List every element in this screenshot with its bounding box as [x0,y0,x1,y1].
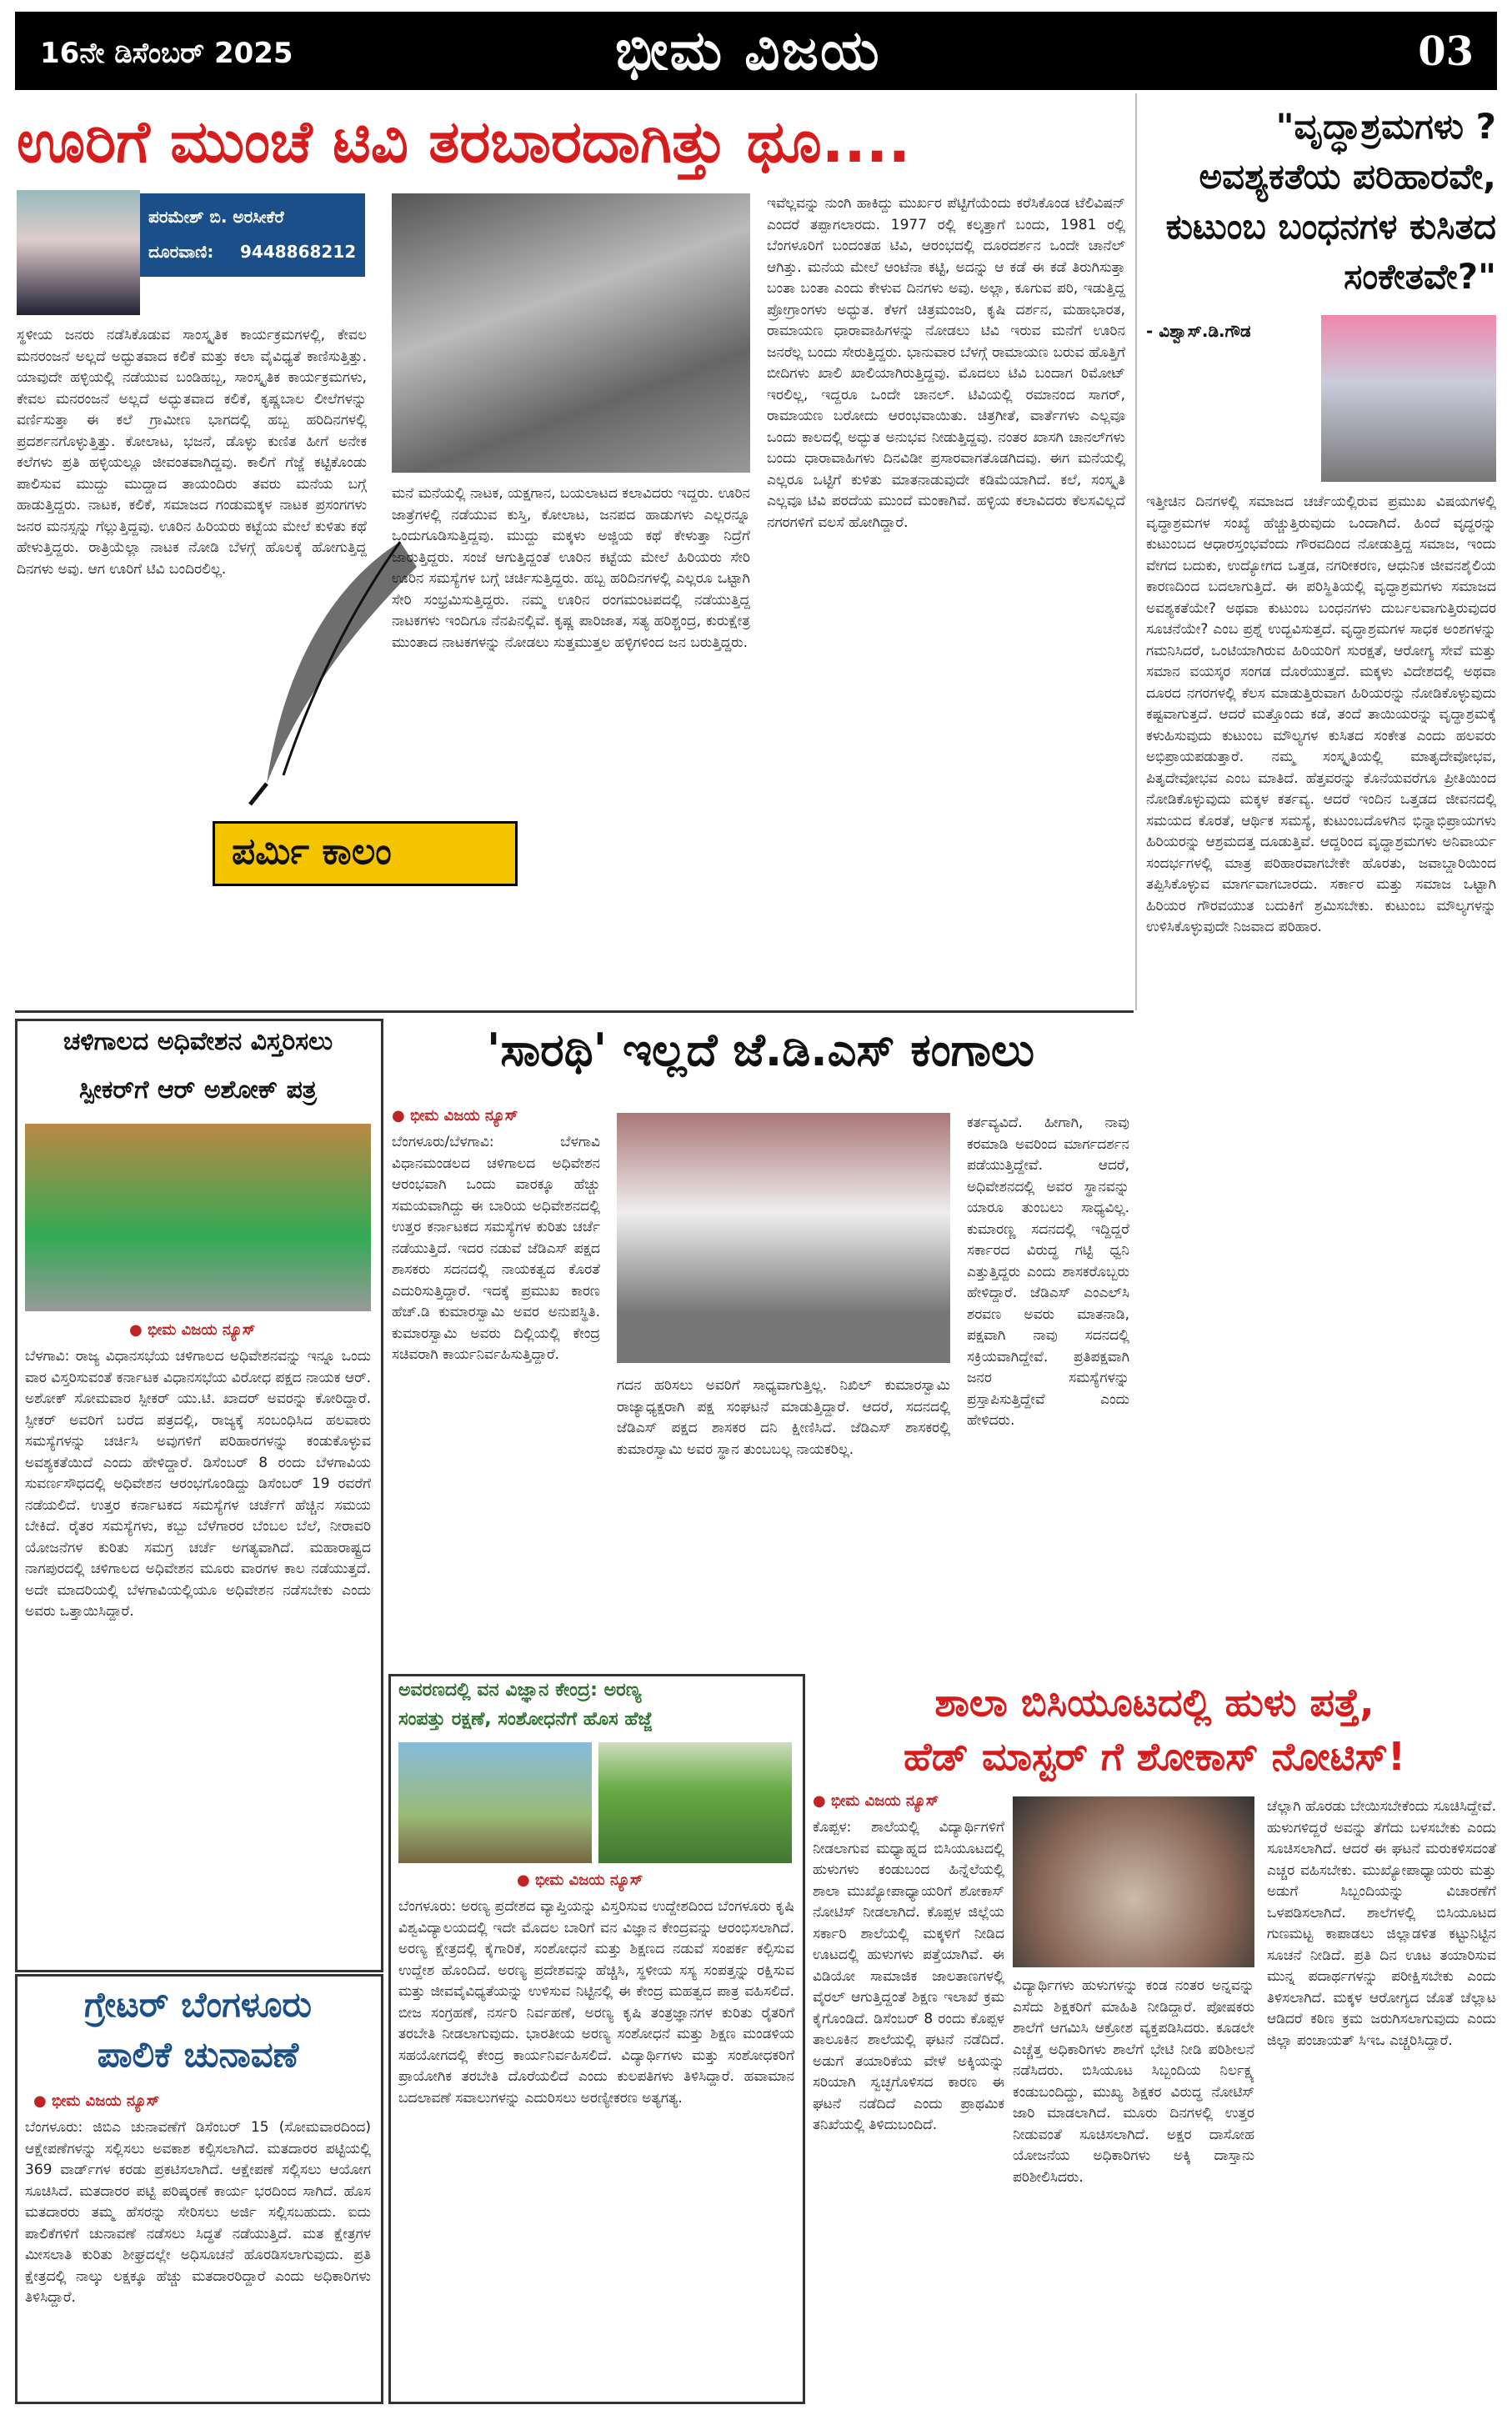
school-photo [1013,1796,1254,1967]
lead-col-2: ಮನೆ ಮನೆಯಲ್ಲಿ ನಾಟಕ, ಯಕ್ಷಗಾನ, ಬಯಲಾಟದ ಕಲಾವಿದರು ಇದ್ದರು. ಊರಿನ ಜಾತ್ರೆಗಳಲ್ಲಿ ನಡೆಯುವ ಕುಸ್ತಿ, ಕೋಲಾಟ, ಜನಪದ ಹಾಡುಗಳು ಎಲ್ಲರನ್ನೂ ಒಂದುಗೂಡಿಸುತ್ತಿದ್ದವು. ಮುದ್ದು ಮಕ್ಕಳು ಅಜ್ಜಿಯ ಕಥೆ ಕೇಳುತ್ತಾ ನಿದ್ರೆಗೆ ಜಾರುತ್ತಿದ್ದರು. ಸಂಜೆ ಆಗುತ್ತಿದ್ದಂತೆ ಊರಿನ ಕಟ್ಟೆಯ ಮೇಲೆ ಹಿರಿಯರು ಸೇರಿ ಊರಿನ ಸಮಸ್ಯೆಗಳ ಬಗ್ಗೆ ಚರ್ಚಿಸುತ್ತಿದ್ದರು. ಹಬ್ಬ ಹರಿದಿನಗಳಲ್ಲಿ ಎಲ್ಲರೂ ಒಟ್ಟಾಗಿ ಸೇರಿ ಸಂಭ್ರಮಿಸುತ್ತಿದ್ದರು. ನಮ್ಮ ಊರಿನ ರಂಗಮಂಟಪದಲ್ಲಿ ನಡೆಯುತ್ತಿದ್ದ ನಾಟಕಗಳು ಇಂದಿಗೂ ನೆನಪಿನಲ್ಲಿವೆ. ಕೃಷ್ಣ ಪಾರಿಜಾತ, ಸತ್ಯ ಹರಿಶ್ಚಂದ್ರ, ಕುರುಕ್ಷೇತ್ರ ಮುಂತಾದ ನಾಟಕಗಳನ್ನು ನೋಡಲು ಸುತ್ತಮುತ್ತಲ ಹಳ್ಳಿಗಳಿಂದ ಜನ ಬರುತ್ತಿದ್ದರು. [392,485,750,651]
sidebar-headline: "ವೃದ್ಧಾಶ್ರಮಗಳು ? ಅವಶ್ಯಕತೆಯ ಪರಿಹಾರವೇ, ಕುಟುಂಬ ಬಂಧನಗಳ ಕುಸಿತದ ಸಂಕೇತವೇ?" [1165,106,1496,297]
author-name: ಪರಮೇಶ್ ಬಿ. ಅರಸೀಕೆರೆ [148,207,284,227]
section-divider [15,1010,1134,1013]
greater-headline-1: ಗ್ರೇಟರ್ ಬೆಂಗಳೂರು [83,1984,312,2025]
forest-body: ಬೆಂಗಳೂರು: ಅರಣ್ಯ ಪ್ರದೇಶದ ವ್ಯಾಪ್ತಿಯನ್ನು ವಿಸ್ತರಿಸುವ ಉದ್ದೇಶದಿಂದ ಬೆಂಗಳೂರು ಕೃಷಿ ವಿಶ್ವವಿದ್ಯಾಲಯದಲ್ಲಿ ಇದೇ ಮೊದಲ ಬಾರಿಗೆ ವನ ವಿಜ್ಞಾನ ಕೇಂದ್ರವನ್ನು ಆರಂಭಿಸಲಾಗಿದೆ. ಅರಣ್ಯ ಕ್ಷೇತ್ರದಲ್ಲಿ ಕೈಗಾರಿಕೆ, ಸಂಶೋಧನೆ ಮತ್ತು ಶಿಕ್ಷಣದ ನಡುವೆ ಸಂಪರ್ಕ ಕಲ್ಪಿಸುವ ಉದ್ದೇಶ ಹೊಂದಿದೆ. ಅರಣ್ಯ ಪ್ರದೇಶವನ್ನು ಹೆಚ್ಚಿಸಿ, ಸ್ಥಳೀಯ ಸಸ್ಯ ಸಂಪತ್ತನ್ನು ರಕ್ಷಿಸುವ ಮತ್ತು ಜೀವವೈವಿಧ್ಯತೆಯನ್ನು ಉಳಿಸುವ ನಿಟ್ಟಿನಲ್ಲಿ ಈ ಕೇಂದ್ರ ಮಹತ್ವದ ಪಾತ್ರ ವಹಿಸಲಿದೆ. ಬೀಜ ಸಂಗ್ರಹಣೆ, ನರ್ಸರಿ ನಿರ್ವಹಣೆ, ಅರಣ್ಯ ಕೃಷಿ ತಂತ್ರಜ್ಞಾನಗಳ ಕುರಿತು ರೈತರಿಗೆ ತರಬೇತಿ ನೀಡಲಾಗುವುದು. ಭಾರತೀಯ ಅರಣ್ಯ ಸಂಶೋಧನೆ ಮತ್ತು ಶಿಕ್ಷಣ ಮಂಡಳಿಯ ಸಹಯೋಗದಲ್ಲಿ ಕೇಂದ್ರ ಕಾರ್ಯನಿರ್ವಹಿಸಲಿದೆ. ವಿದ್ಯಾರ್ಥಿಗಳು ಮತ್ತು ಸಂಶೋಧಕರಿಗೆ ಪ್ರಾಯೋಗಿಕ ತರಬೇತಿ ದೊರೆಯಲಿದೆ ಎಂದು ಕುಲಪತಿಗಳು ತಿಳಿಸಿದ್ದಾರೆ. ಹವಾಮಾನ ಬದಲಾವಣೆ ಸವಾಲುಗಳನ್ನು ಎದುರಿಸಲು ಅರಣ್ಯೀಕರಣ ಅತ್ಯಗತ್ಯ. [398,1898,794,2107]
jds-right: ಕರ್ತವ್ಯವಿದೆ. ಹೀಗಾಗಿ, ನಾವು ಕರಮಾಡಿ ಅವರಿಂದ ಮಾರ್ಗದರ್ಶನ ಪಡೆಯುತ್ತಿದ್ದೇವೆ. ಆದರೆ, ಅಧಿವೇಶನದಲ್ಲಿ ಅವರ ಸ್ಥಾನವನ್ನು ಯಾರೂ ತುಂಬಲು ಸಾಧ್ಯವಿಲ್ಲ. ಕುಮಾರಣ್ಣ ಸದನದಲ್ಲಿ ಇದ್ದಿದ್ದರೆ ಸರ್ಕಾರದ ವಿರುದ್ಧ ಗಟ್ಟಿ ಧ್ವನಿ ಎತ್ತುತ್ತಿದ್ದರು ಎಂದು ಶಾಸಕರೊಬ್ಬರು ಹೇಳಿದ್ದಾರೆ. ಜೆಡಿಎಸ್ ಎಂಎಲ್‌ಸಿ ಶರವಣ ಅವರು ಮಾತನಾಡಿ, ಪಕ್ಷವಾಗಿ ನಾವು ಸದನದಲ್ಲಿ ಸಕ್ರಿಯವಾಗಿದ್ದೇವೆ. ಪ್ರತಿಪಕ್ಷವಾಗಿ ಜನರ ಸಮಸ್ಯೆಗಳನ್ನು ಪ್ರಸ್ತಾಪಿಸುತ್ತಿದ್ದೇವೆ ಎಂದು ಹೇಳಿದರು. [967,1115,1129,1429]
lead-headline: ಊರಿಗೆ ಮುಂಚೆ ಟಿವಿ ತರಬಾರದಾಗಿತ್ತು ಥೂ.... [17,108,911,176]
issue-date: 16ನೇ ಡಿಸೆಂಬರ್ 2025 [40,37,293,70]
sidebar-body: ಇತ್ತೀಚಿನ ದಿನಗಳಲ್ಲಿ ಸಮಾಜದ ಚರ್ಚೆಯಲ್ಲಿರುವ ಪ್ರಮುಖ ವಿಷಯಗಳಲ್ಲಿ ವೃದ್ಧಾಶ್ರಮಗಳ ಸಂಖ್ಯೆ ಹೆಚ್ಚುತ್ತಿರುವುದು ಒಂದಾಗಿದೆ. ಹಿಂದೆ ವೃದ್ಧರನ್ನು ಕುಟುಂಬದ ಆಧಾರಸ್ತಂಭವೆಂದು ಗೌರವದಿಂದ ನೋಡುತ್ತಿದ್ದ ಸಮಾಜ, ಇಂದು ವೇಗದ ಬದುಕು, ಉದ್ಯೋಗದ ಒತ್ತಡ, ನಗರೀಕರಣ, ಆಧುನಿಕ ಜೀವನಶೈಲಿಯ ಕಾರಣದಿಂದ ಬದಲಾಗುತ್ತಿದೆ. ಈ ಪರಿಸ್ಥಿತಿಯಲ್ಲಿ ವೃದ್ಧಾಶ್ರಮಗಳು ಸಮಾಜದ ಅವಶ್ಯಕತೆಯೇ? ಅಥವಾ ಕುಟುಂಬ ಬಂಧನಗಳು ದುರ್ಬಲವಾಗುತ್ತಿರುವುದರ ಸೂಚನೆಯೇ? ಎಂಬ ಪ್ರಶ್ನೆ ಉದ್ಭವಿಸುತ್ತದೆ. ವೃದ್ಧಾಶ್ರಮಗಳ ಸಾಧಕ ಅಂಶಗಳನ್ನು ಗಮನಿಸಿದರೆ, ಒಂಟಿಯಾಗಿರುವ ಹಿರಿಯರಿಗೆ ಸುರಕ್ಷತೆ, ಆರೋಗ್ಯ ಸೇವೆ ಮತ್ತು ಸಮಾನ ವಯಸ್ಕರ ಸಂಗಡ ದೊರೆಯುತ್ತದೆ. ಮಕ್ಕಳು ವಿದೇಶದಲ್ಲಿ ಅಥವಾ ದೂರದ ನಗರಗಳಲ್ಲಿ ಕೆಲಸ ಮಾಡುತ್ತಿರುವಾಗ ಹಿರಿಯರನ್ನು ನೋಡಿಕೊಳ್ಳುವುದು ಕಷ್ಟವಾಗುತ್ತದೆ. ಆದರೆ ಮತ್ತೊಂದು ಕಡೆ, ತಂದೆ ತಾಯಿಯರನ್ನು ವೃದ್ಧಾಶ್ರಮಕ್ಕೆ ಕಳುಹಿಸುವುದು ಕುಟುಂಬ ಮೌಲ್ಯಗಳ ಕುಸಿತದ ಸಂಕೇತ ಎಂದು ಹಲವರು ಅಭಿಪ್ರಾಯಪಡುತ್ತಾರೆ. ನಮ್ಮ ಸಂಸ್ಕೃತಿಯಲ್ಲಿ ಮಾತೃದೇವೋಭವ, ಪಿತೃದೇವೋಭವ ಎಂಬ ಮಾತಿದೆ. ಹೆತ್ತವರನ್ನು ಕೊನೆಯವರೆಗೂ ಪ್ರೀತಿಯಿಂದ ನೋಡಿಕೊಳ್ಳುವುದು ಮಕ್ಕಳ ಕರ್ತವ್ಯ. ಆದರೆ ಇಂದಿನ ಒತ್ತಡದ ಜೀವನದಲ್ಲಿ ಸಮಯದ ಕೊರತೆ, ಆರ್ಥಿಕ ಸಮಸ್ಯೆ, ಕುಟುಂಬದೊಳಗಿನ ಭಿನ್ನಾಭಿಪ್ರಾಯಗಳು ಹಿರಿಯರನ್ನು ಆಶ್ರಮದತ್ತ ದೂಡುತ್ತಿವೆ. ಆದ್ದರಿಂದ ವೃದ್ಧಾಶ್ರಮಗಳು ಅನಿವಾರ್ಯ ಸಂದರ್ಭಗಳಲ್ಲಿ ಮಾತ್ರ ಪರಿಹಾರವಾಗಬೇಕೇ ಹೊರತು, ಜವಾಬ್ದಾರಿಯಿಂದ ತಪ್ಪಿಸಿಕೊಳ್ಳುವ ಮಾರ್ಗವಾಗಬಾರದು. ಸರ್ಕಾರ ಮತ್ತು ಸಮಾಜ ಒಟ್ಟಾಗಿ ಹಿರಿಯರ ಗೌರವಯುತ ಬದುಕಿಗೆ ಶ್ರಮಿಸಬೇಕು. ಕುಟುಂಬ ಮೌಲ್ಯಗಳನ್ನು ಉಳಿಸಿಕೊಳ್ಳುವುದೇ ನಿಜವಾದ ಪರಿಹಾರ. [1146,494,1496,935]
school-headline-2: ಹೆಡ್ ಮಾಸ್ಟರ್ ಗೆ ಶೋಕಾಸ್ ನೋಟಿಸ್! [904,1734,1405,1779]
assembly-body: ಬೆಳಗಾವಿ: ರಾಜ್ಯ ವಿಧಾನಸಭೆಯ ಚಳಿಗಾಲದ ಅಧಿವೇಶನವನ್ನು ಇನ್ನೂ ಒಂದು ವಾರ ವಿಸ್ತರಿಸುವಂತೆ ಕರ್ನಾಟಕ ವಿಧಾನಸಭೆಯ ವಿರೋಧ ಪಕ್ಷದ ನಾಯಕ ಆರ್. ಅಶೋಕ್ ಸೋಮವಾರ ಸ್ಪೀಕರ್ ಯು.ಟಿ. ಖಾದರ್ ಅವರನ್ನು ಕೋರಿದ್ದಾರೆ. ಸ್ಪೀಕರ್ ಅವರಿಗೆ ಬರೆದ ಪತ್ರದಲ್ಲಿ, ರಾಜ್ಯಕ್ಕೆ ಸಂಬಂಧಿಸಿದ ಹಲವಾರು ಸಮಸ್ಯೆಗಳನ್ನು ಚರ್ಚಿಸಿ ಅವುಗಳಿಗೆ ಪರಿಹಾರಗಳನ್ನು ಕಂಡುಕೊಳ್ಳುವ ಅವಶ್ಯಕತೆಯಿದೆ ಎಂದು ಹೇಳಿದ್ದಾರೆ. ಡಿಸೆಂಬರ್ 8 ರಂದು ಬೆಳಗಾವಿಯ ಸುವರ್ಣಸೌಧದಲ್ಲಿ ಅಧಿವೇಶನ ಆರಂಭಗೊಂಡಿದ್ದು ಡಿಸೆಂಬರ್ 19 ರವರೆಗೆ ನಡೆಯಲಿದೆ. ಉತ್ತರ ಕರ್ನಾಟಕದ ಸಮಸ್ಯೆಗಳ ಚರ್ಚೆಗೆ ಹೆಚ್ಚಿನ ಸಮಯ ಬೇಕಿದೆ. ರೈತರ ಸಮಸ್ಯೆಗಳು, ಕಬ್ಬು ಬೆಳೆಗಾರರ ಬೆಂಬಲ ಬೆಲೆ, ನೀರಾವರಿ ಯೋಜನೆಗಳ ಕುರಿತು ಸಮಗ್ರ ಚರ್ಚೆ ಅಗತ್ಯವಾಗಿದೆ. ಮಹಾರಾಷ್ಟ್ರದ ನಾಗಪುರದಲ್ಲಿ ಚಳಿಗಾಲದ ಅಧಿವೇಶನ ಮೂರು ವಾರಗಳ ಕಾಲ ನಡೆಯುತ್ತದೆ. ಅದೇ ಮಾದರಿಯಲ್ಲಿ ಬೆಳಗಾವಿಯಲ್ಲಿಯೂ ಅಧಿವೇಶನ ನಡೆಸಬೇಕು ಎಂದು ಅವರು ಒತ್ತಾಯಿಸಿದ್ದಾರೆ. [25,1348,371,1620]
assembly-headline-1: ಚಳಿಗಾಲದ ಅಧಿವೇಶನ ವಿಸ್ತರಿಸಲು [63,1027,333,1056]
author-box [140,193,365,277]
phone-number: 9448868212 [240,242,357,262]
sidebar-photo [1321,315,1496,482]
greater-byline: ● ಭೀಮ ವಿಜಯ ನ್ಯೂಸ್ [33,2092,160,2110]
masthead [15,12,1497,90]
newspaper-title: ಭೀಮ ವಿಜಯ [615,18,881,83]
jds-mid: ಗದನ ಹರಿಸಲು ಅವರಿಗೆ ಸಾಧ್ಯವಾಗುತ್ತಿಲ್ಲ. ನಿಖಿಲ್ ಕುಮಾರಸ್ವಾಮಿ ರಾಜ್ಯಾಧ್ಯಕ್ಷರಾಗಿ ಪಕ್ಷ ಸಂಘಟನೆ ಮಾಡುತ್ತಿದ್ದಾರೆ. ಆದರೆ, ಸದನದಲ್ಲಿ ಜೆಡಿಎಸ್ ಪಕ್ಷದ ಶಾಸಕರ ದನಿ ಕ್ಷೀಣಿಸಿದೆ. ಜೆಡಿಎಸ್ ಶಾಸಕರಲ್ಲಿ ಕುಮಾರಸ್ವಾಮಿ ಅವರ ಸ್ಥಾನ ತುಂಬಬಲ್ಲ ನಾಯಕರಿಲ್ಲ. [617,1377,950,1458]
lead-photo-audience [392,193,750,473]
phone-label: ದೂರವಾಣಿ: [148,242,214,262]
greater-body: ಬೆಂಗಳೂರು: ಜಿಬಿಎ ಚುನಾವಣೆಗೆ ಡಿಸೆಂಬರ್ 15 (ಸೋಮವಾರದಿಂದ) ಆಕ್ಷೇಪಣೆಗಳನ್ನು ಸಲ್ಲಿಸಲು ಅವಕಾಶ ಕಲ್ಪಿಸಲಾಗಿದೆ. ಮತದಾರರ ಪಟ್ಟಿಯಲ್ಲಿ 369 ವಾರ್ಡ್‌ಗಳ ಕರಡು ಪ್ರಕಟಿಸಲಾಗಿದೆ. ಆಕ್ಷೇಪಣೆ ಸಲ್ಲಿಸಲು ಆಯೋಗ ಸೂಚಿಸಿದೆ. ಮತದಾರರ ಪಟ್ಟಿ ಪರಿಷ್ಕರಣೆ ಕಾರ್ಯ ಭರದಿಂದ ಸಾಗಿದೆ. ಹೊಸ ಮತದಾರರು ತಮ್ಮ ಹೆಸರನ್ನು ಸೇರಿಸಲು ಅರ್ಜಿ ಸಲ್ಲಿಸಬಹುದು. ಐದು ಪಾಲಿಕೆಗಳಿಗೆ ಚುನಾವಣೆ ನಡೆಸಲು ಸಿದ್ಧತೆ ನಡೆಯುತ್ತಿದೆ. ಮತ ಕ್ಷೇತ್ರಗಳ ಮೀಸಲಾತಿ ಕುರಿತು ಶೀಘ್ರದಲ್ಲೇ ಅಧಿಸೂಚನೆ ಹೊರಡಿಸಲಾಗುವುದು. ಪ್ರತಿ ಕ್ಷೇತ್ರದಲ್ಲಿ ನಾಲ್ಕು ಲಕ್ಷಕ್ಕೂ ಹೆಚ್ಚು ಮತದಾರರಿದ್ದಾರೆ ಎಂದು ಅಧಿಕಾರಿಗಳು ತಿಳಿಸಿದ್ದಾರೆ. [25,2119,371,2306]
lead-col-3: ಇವೆಲ್ಲವನ್ನು ನುಂಗಿ ಹಾಕಿದ್ದು ಮುರ್ಖರ ಪೆಟ್ಟಿಗೆಯೆಂದು ಕರೆಸಿಕೊಂಡ ಟೆಲಿವಿಷನ್ ಎಂದರೆ ತಪ್ಪಾಗಲಾರದು. 1977 ರಲ್ಲಿ ಕಲ್ಕತ್ತಾಗೆ ಬಂದು, 1981 ರಲ್ಲಿ ಬೆಂಗಳೂರಿಗೆ ಬಂದಂತಹ ಟಿವಿ, ಆರಂಭದಲ್ಲಿ ದೂರದರ್ಶನ ಒಂದೇ ಚಾನೆಲ್ ಆಗಿತ್ತು. ಮನೆಯ ಮೇಲೆ ಆಂಟೆನಾ ಕಟ್ಟಿ, ಅದನ್ನು ಆ ಕಡೆ ಈ ಕಡೆ ತಿರುಗಿಸುತ್ತಾ ಬಂತಾ ಬಂತಾ ಎಂದು ಕೇಳುವ ದಿನಗಳು ಅವು. ಅಲ್ಲಾ, ಕೂಗುವ ಪರಿ, ಇಡುತ್ತಿದ್ದ ಪ್ರೋಗ್ರಾಂಗಳು ಅದ್ಭುತ. ಕೆಳಗೆ ಚಿತ್ರಮಂಜರಿ, ಕೃಷಿ ದರ್ಶನ, ಮಹಾಭಾರತ, ರಾಮಾಯಣ ಧಾರಾವಾಹಿಗಳನ್ನು ನೋಡಲು ಟಿವಿ ಇರುವ ಮನೆಗೆ ಊರಿನ ಜನರೆಲ್ಲ ಬಂದು ಸೇರುತ್ತಿದ್ದರು. ಭಾನುವಾರ ಬೆಳಗ್ಗೆ ರಾಮಾಯಣ ಬರುವ ಹೊತ್ತಿಗೆ ಬೀದಿಗಳು ಖಾಲಿ ಖಾಲಿಯಾಗಿರುತ್ತಿದ್ದವು. ಮೊದಲು ಟಿವಿ ಬಂದಾಗ ರಿಮೋಟ್ ಇರಲಿಲ್ಲ, ಇದ್ದರೂ ಒಂದೇ ಚಾನಲ್. ಟಿವಿಯಲ್ಲಿ ರಮಾನಂದ ಸಾಗರ್, ರಾಮಾಯಣ ಬರೋದು ಆರಂಭವಾಯಿತು. ಚಿತ್ರಗೀತೆ, ವಾರ್ತೆಗಳು ಎಲ್ಲವೂ ಒಂದು ಕಾಲದಲ್ಲಿ ಅದ್ಭುತ ಅನುಭವ ನೀಡುತ್ತಿದ್ದವು. ನಂತರ ಖಾಸಗಿ ಚಾನಲ್‌ಗಳು ಬಂದು ಧಾರಾವಾಹಿಗಳು ದಿನವಿಡೀ ಪ್ರಸಾರವಾಗತೊಡಗಿದವು. ಈಗ ಮನೆಯಲ್ಲಿ ಎಲ್ಲರೂ ಒಟ್ಟಿಗೆ ಕುಳಿತು ಮಾತನಾಡುವುದೇ ಕಡಿಮೆಯಾಗಿದೆ. ಕಲೆ, ಸಂಸ್ಕೃತಿ ಎಲ್ಲವೂ ಟಿವಿ ಪರದೆಯ ಮುಂದೆ ಮಂಕಾಗಿವೆ. ಹಳ್ಳಿಯ ಕಲಾವಿದರು ಕೆಲಸವಿಲ್ಲದೆ ನಗರಗಳಿಗೆ ವಲಸೆ ಹೋಗಿದ್ದಾರೆ. [767,195,1125,531]
jds-headline: 'ಸಾರಥಿ' ಇಲ್ಲದೆ ಜೆ.ಡಿ.ಎಸ್ ಕಂಗಾಲು [486,1024,1035,1076]
page-number: 03 [1418,28,1474,75]
forest-photo-1 [398,1742,592,1863]
sidebar-divider [1135,93,1137,1010]
jds-left: ಬೆಂಗಳೂರು/ಬೆಳಗಾವಿ: ಬೆಳಗಾವಿ ವಿಧಾನಮಂಡಲದ ಚಳಿಗಾಲದ ಅಧಿವೇಶನ ಆರಂಭವಾಗಿ ಒಂದು ವಾರಕ್ಕೂ ಹೆಚ್ಚು ಸಮಯವಾಗಿದ್ದು ಈ ಬಾರಿಯ ಅಧಿವೇಶನದಲ್ಲಿ ಉತ್ತರ ಕರ್ನಾಟಕದ ಸಮಸ್ಯೆಗಳ ಕುರಿತು ಚರ್ಚೆ ನಡೆಯುತ್ತಿದೆ. ಇದರ ನಡುವೆ ಜೆಡಿಎಸ್ ಪಕ್ಷದ ಶಾಸಕರು ಸದನದಲ್ಲಿ ನಾಯಕತ್ವದ ಕೊರತೆ ಎದುರಿಸುತ್ತಿದ್ದಾರೆ. ಇದಕ್ಕೆ ಪ್ರಮುಖ ಕಾರಣ ಹೆಚ್.ಡಿ ಕುಮಾರಸ್ವಾಮಿ ಅವರ ಅನುಪಸ್ಥಿತಿ. ಕುಮಾರಸ್ವಾಮಿ ಅವರು ದಿಲ್ಲಿಯಲ್ಲಿ ಕೇಂದ್ರ ಸಚಿವರಾಗಿ ಕಾರ್ಯನಿರ್ವಹಿಸುತ್ತಿದ್ದಾರೆ. [392,1134,600,1363]
assembly-photo [25,1124,371,1311]
forest-photo-2 [598,1742,792,1863]
school-headline-1: ಶಾಲಾ ಬಿಸಿಯೂಟದಲ್ಲಿ ಹುಳು ಪತ್ತೆ, [934,1680,1374,1725]
school-byline: ● ಭೀಮ ವಿಜಯ ನ್ಯೂಸ್ [813,1792,939,1810]
school-col-2: ವಿದ್ಯಾರ್ಥಿಗಳು ಹುಳುಗಳನ್ನು ಕಂಡ ನಂತರ ಅನ್ನವನ್ನು ಎಸೆದು ಶಿಕ್ಷಕರಿಗೆ ಮಾಹಿತಿ ನೀಡಿದ್ದಾರೆ. ಪೋಷಕರು ಶಾಲೆಗೆ ಆಗಮಿಸಿ ಆಕ್ರೋಶ ವ್ಯಕ್ತಪಡಿಸಿದರು. ಕೂಡಲೇ ಎಚ್ಚೆತ್ತ ಅಧಿಕಾರಿಗಳು ಶಾಲೆಗೆ ಭೇಟಿ ನೀಡಿ ಪರಿಶೀಲನೆ ನಡೆಸಿದರು. ಬಿಸಿಯೂಟ ಸಿಬ್ಬಂದಿಯ ನಿರ್ಲಕ್ಷ್ಯ ಕಂಡುಬಂದಿದ್ದು, ಮುಖ್ಯ ಶಿಕ್ಷಕರ ವಿರುದ್ಧ ನೋಟಿಸ್ ಜಾರಿ ಮಾಡಲಾಗಿದೆ. ಮೂರು ದಿನಗಳಲ್ಲಿ ಉತ್ತರ ನೀಡುವಂತೆ ಸೂಚಿಸಲಾಗಿದೆ. ಅಕ್ಷರ ದಾಸೋಹ ಯೋಜನೆಯ ಅಧಿಕಾರಿಗಳು ಅಕ್ಕಿ ದಾಸ್ತಾನು ಪರಿಶೀಲಿಸಿದರು. [1013,1977,1254,2186]
school-col-3: ಚೆಲ್ಲಾಗಿ ಹೊರಡು ಬೇಯಿಸಬೇಕೆಂದು ಸೂಚಿಸಿದ್ದೇವೆ. ಹುಳುಗಳಿದ್ದರೆ ಅವನ್ನು ತೆಗೆದು ಬಳಸಬೇಕು ಎಂದು ಸೂಚಿಸಲಾಗಿದೆ. ಆದರೆ ಈ ಘಟನೆ ಮರುಕಳಿಸದಂತೆ ಎಚ್ಚರ ವಹಿಸಬೇಕು. ಮುಖ್ಯೋಪಾಧ್ಯಾಯರು ಮತ್ತು ಅಡುಗೆ ಸಿಬ್ಬಂದಿಯನ್ನು ವಿಚಾರಣೆಗೆ ಒಳಪಡಿಸಲಾಗಿದೆ. ಶಾಲೆಗಳಲ್ಲಿ ಬಿಸಿಯೂಟದ ಗುಣಮಟ್ಟ ಕಾಪಾಡಲು ಜಿಲ್ಲಾಡಳಿತ ಕಟ್ಟುನಿಟ್ಟಿನ ಸೂಚನೆ ನೀಡಿದೆ. ಪ್ರತಿ ದಿನ ಊಟ ತಯಾರಿಸುವ ಮುನ್ನ ಪದಾರ್ಥಗಳನ್ನು ಪರೀಕ್ಷಿಸಬೇಕು ಎಂದು ತಿಳಿಸಲಾಗಿದೆ. ಮಕ್ಕಳ ಆರೋಗ್ಯದ ಜೊತೆ ಚೆಲ್ಲಾಟ ಆಡಿದರೆ ಕಠಿಣ ಕ್ರಮ ಜರುಗಿಸಲಾಗುವುದು ಎಂದು ಜಿಲ್ಲಾ ಪಂಚಾಯತ್ ಸಿಇಒ ಎಚ್ಚರಿಸಿದ್ದಾರೆ. [1267,1798,1496,2049]
forest-headline-2: ಸಂಪತ್ತು ರಕ್ಷಣೆ, ಸಂಶೋಧನೆಗೆ ಹೊಸ ಹೆಜ್ಜೆ [398,1709,653,1730]
author-photo [17,190,140,315]
greater-headline-2: ಪಾಲಿಕೆ ಚುನಾವಣೆ [97,2034,299,2075]
sidebar-author: - ವಿಶ್ವಾಸ್.ಡಿ.ಗೌಡ [1146,321,1251,341]
forest-headline-1: ಅವರಣದಲ್ಲಿ ವನ ವಿಜ್ಞಾನ ಕೇಂದ್ರ: ಅರಣ್ಯ [398,1680,642,1701]
school-col-1: ಕೊಪ್ಪಳ: ಶಾಲೆಯಲ್ಲಿ ವಿದ್ಯಾರ್ಥಿಗಳಿಗೆ ನೀಡಲಾಗುವ ಮಧ್ಯಾಹ್ನದ ಬಿಸಿಯೂಟದಲ್ಲಿ ಹುಳುಗಳು ಕಂಡುಬಂದ ಹಿನ್ನೆಲೆಯಲ್ಲಿ ಶಾಲಾ ಮುಖ್ಯೋಪಾಧ್ಯಾಯರಿಗೆ ಶೋಕಾಸ್ ನೋಟಿಸ್ ನೀಡಲಾಗಿದೆ. ಕೊಪ್ಪಳ ಜಿಲ್ಲೆಯ ಸರ್ಕಾರಿ ಶಾಲೆಯಲ್ಲಿ ಮಕ್ಕಳಿಗೆ ನೀಡಿದ ಊಟದಲ್ಲಿ ಹುಳುಗಳು ಪತ್ತೆಯಾಗಿವೆ. ಈ ವಿಡಿಯೋ ಸಾಮಾಜಿಕ ಜಾಲತಾಣಗಳಲ್ಲಿ ವೈರಲ್ ಆಗುತ್ತಿದ್ದಂತೆ ಶಿಕ್ಷಣ ಇಲಾಖೆ ಕ್ರಮ ಕೈಗೊಂಡಿದೆ. ಡಿಸೆಂಬರ್ 8 ರಂದು ಕೊಪ್ಪಳ ತಾಲೂಕಿನ ಶಾಲೆಯಲ್ಲಿ ಘಟನೆ ನಡೆದಿದೆ. ಅಡುಗೆ ತಯಾರಿಕೆಯ ವೇಳೆ ಅಕ್ಕಿಯನ್ನು ಸರಿಯಾಗಿ ಸ್ವಚ್ಛಗೊಳಿಸದ ಕಾರಣ ಈ ಘಟನೆ ನಡೆದಿದೆ ಎಂದು ಪ್ರಾಥಮಿಕ ತನಿಖೆಯಲ್ಲಿ ತಿಳಿದುಬಂದಿದೆ. [813,1819,1004,2133]
assembly-byline: ● ಭೀಮ ವಿಜಯ ನ್ಯೂಸ್ [129,1321,256,1339]
jds-byline: ● ಭೀಮ ವಿಜಯ ನ್ಯೂಸ್ [392,1107,518,1125]
forest-byline: ● ಭೀಮ ವಿಜಯ ನ್ಯೂಸ್ [517,1871,643,1889]
column-name: ಪರ್ಮಿ ಕಾಲಂ [232,830,392,873]
assembly-headline-2: ಸ್ಪೀಕರ್‌ಗೆ ಆರ್ ಅಶೋಕ್ ಪತ್ರ [79,1075,317,1105]
lead-col-1: ಸ್ಥಳೀಯ ಜನರು ನಡೆಸಿಕೊಡುವ ಸಾಂಸ್ಕೃತಿಕ ಕಾರ್ಯಕ್ರಮಗಳಲ್ಲಿ, ಕೇವಲ ಮನರಂಜನೆ ಅಲ್ಲದೆ ಅದ್ಭುತವಾದ ಕಲಿಕೆ ಮತ್ತು ಕಲಾ ವೈವಿಧ್ಯತೆ ಕಾಣಿಸುತ್ತಿತ್ತು. ಯಾವುದೇ ಹಳ್ಳಿಯಲ್ಲಿ ನಡೆಯುವ ಬಂಡಿಹಬ್ಬ, ಸಾಂಸ್ಕೃತಿಕ ಕಾರ್ಯಕ್ರಮಗಳು, ಕೇವಲ ಮನರಂಜನೆ ಅಲ್ಲದೆ ಅದ್ಭುತವಾದ ಕಲಿಕೆ, ಕೃಷ್ಣಬಾಲ ಲೀಲೆಗಳನ್ನು ವರ್ಣಿಸುತ್ತಾ ಈ ಕಲೆ ಗ್ರಾಮೀಣ ಭಾಗದಲ್ಲಿ ಹಬ್ಬ ಹರಿದಿನಗಳಲ್ಲಿ ಪ್ರದರ್ಶನಗೊಳ್ಳುತ್ತಿತ್ತು. ಕೋಲಾಟ, ಭಜನೆ, ಡೊಳ್ಳು ಕುಣಿತ ಹೀಗೆ ಅನೇಕ ಕಲೆಗಳು ಪ್ರತಿ ಹಳ್ಳಿಯಲ್ಲೂ ಜೀವಂತವಾಗಿದ್ದವು. ಕಾಲಿಗೆ ಗೆಜ್ಜೆ ಕಟ್ಟಿಕೊಂಡು ಪಾಲಿಸುವ ಮುದ್ದು ಮುದ್ದಾದ ತಾಯಂದಿರು ತವರು ಮನೆಯ ಬಗ್ಗೆ ಹಾಡುತ್ತಿದ್ದರು. ನಾಟಕ, ಕಲಿಕೆ, ಸಮಾಜದ ಗಂಡುಮಕ್ಕಳ ನಾಟಕ ಪ್ರಸಂಗಗಳು ಜನರ ಮನಸ್ಸನ್ನು ಗೆಲ್ಲುತ್ತಿದ್ದವು. ಊರಿನ ಹಿರಿಯರು ಕಟ್ಟೆಯ ಮೇಲೆ ಕುಳಿತು ಕಥೆ ಹೇಳುತ್ತಿದ್ದರು. ರಾತ್ರಿಯೆಲ್ಲಾ ನಾಟಕ ನೋಡಿ ಬೆಳಗ್ಗೆ ಹೊಲಕ್ಕೆ ಹೋಗುತ್ತಿದ್ದ ದಿನಗಳು ಅವು. ಆಗ ಊರಿಗೆ ಟಿವಿ ಬಂದಿರಲಿಲ್ಲ. [17,327,367,578]
jds-photo [617,1113,950,1363]
